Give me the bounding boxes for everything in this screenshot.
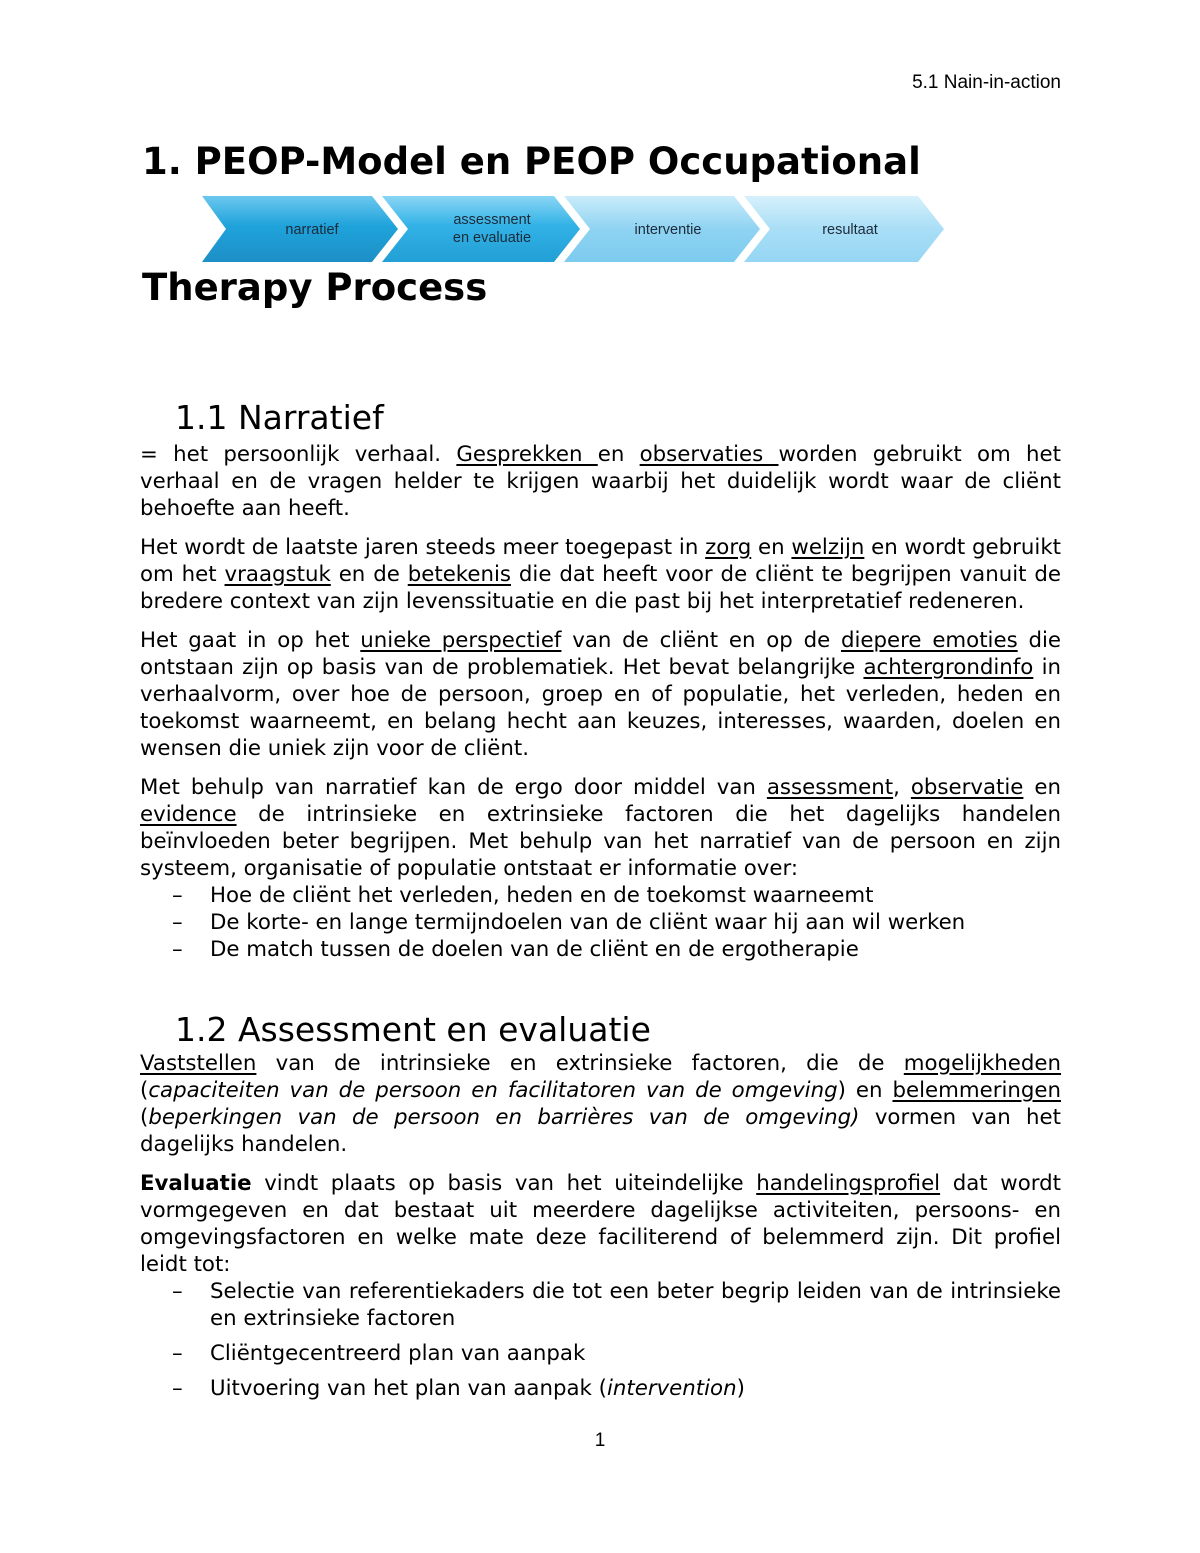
paragraph: = het persoonlijk verhaal. Gesprekken en observaties worden gebruikt om het verhaal en de vragen helder te krijgen waarbij het duidelijk wordt waar de cliënt behoefte aan heeft. (140, 442, 1061, 521)
list-item: – Selectie van referentiekaders die tot een beter begrip leiden van de intrinsieke en extrinsieke factoren (172, 1279, 1061, 1331)
narratief-info-list (140, 882, 1061, 963)
flow-chevron-2 (382, 196, 580, 262)
list-item: – De korte- en lange termijndoelen van de cliënt waar hij aan wil werken (172, 910, 966, 935)
flow-step-resultaat: resultaat (822, 222, 878, 238)
process-flow-diagram (202, 194, 946, 264)
section-heading-narratief: 1.1 Narratief (175, 398, 384, 437)
paragraph: Met behulp van narratief kan de ergo door middel van assessment, observatie en evidence de intrinsieke en extrinsieke factoren die het dagelijks handelen beïnvloeden beter begrijpen. Met behulp van het narratief van de persoon en zijn systeem, organisatie of populatie ontstaat er informatie over: (140, 775, 1061, 881)
paragraph: Vaststellen van de intrinsieke en extrinsieke factoren, die de mogelijkheden (capaciteiten van de persoon en facilitatoren van de omgeving) en belemmeringen (beperkingen van de persoon en barrières van de omgeving) vormen van het dagelijks handelen. (140, 1051, 1062, 1157)
paragraph: Het gaat in op het unieke perspectief van de cliënt en op de diepere emoties die ontstaan zijn op basis van de problematiek. Het bevat belangrijke achtergrondinfo in verhaalvorm, over hoe de persoon, groep en of populatie, het verleden, heden en toekomst waarneemt, en belang hecht aan keuzes, interesses, waarden, doelen en wensen die uniek zijn voor de cliënt. (140, 628, 1061, 761)
flow-step-en-evaluatie: en evaluatie (452, 230, 532, 246)
flow-step-interventie: interventie (634, 222, 702, 238)
section-body-assessment (140, 1050, 1061, 1410)
page-number: 1 (594, 1430, 606, 1451)
flow-step-narratief: narratief (285, 222, 339, 238)
list-item: – Uitvoering van het plan van aanpak (intervention) (172, 1376, 745, 1401)
running-header: 5.1 Nain-in-action (912, 72, 1061, 93)
flow-step-assessment: assessment (453, 212, 531, 228)
list-item: – Hoe de cliënt het verleden, heden en de toekomst waarneemt (172, 883, 874, 908)
paragraph: Het wordt de laatste jaren steeds meer toegepast in zorg en welzijn en wordt gebruikt om het vraagstuk en de betekenis die dat heeft voor de cliënt te begrijpen vanuit de bredere context van zijn levenssituatie en die past bij het interpretatief redeneren. (140, 535, 1062, 614)
section-heading-assessment: 1.2 Assessment en evaluatie (175, 1010, 651, 1049)
title-line-1: 1. PEOP-Model en PEOP Occupational (142, 140, 921, 183)
list-item: – Cliëntgecentreerd plan van aanpak (172, 1341, 586, 1366)
paragraph: Evaluatie vindt plaats op basis van het uiteindelijke handelingsprofiel dat wordt vormgegeven en dat bestaat uit meerdere dagelijkse activiteiten, persoons- en omgevingsfactoren en welke mate deze faciliterend of belemmerd zijn. Dit profiel leidt tot: (140, 1171, 1061, 1277)
profile-outcome-list (140, 1278, 1061, 1402)
list-item: – De match tussen de doelen van de cliënt en de ergotherapie (172, 937, 859, 962)
section-body-narratief (140, 441, 1061, 963)
title-line-2: Therapy Process (142, 266, 488, 309)
